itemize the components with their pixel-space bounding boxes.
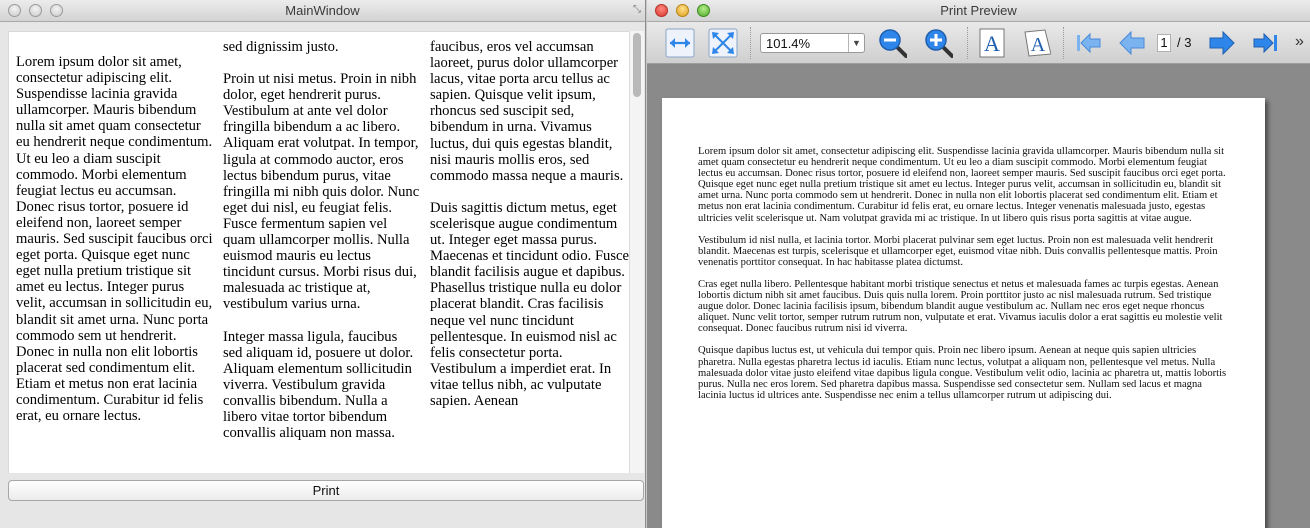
paragraph: Proin ut nisi metus. Proin in nibh dolor, eget hendrerit purus. Vestibulum at ante vel dolor fringilla bibendum a ac libero. Aliquam erat volutpat. In tempor, ligula at commodo auctor, eros lectus bibendum purus, vitae fringilla mi nibh quis dolor. Nunc eget dui nisl, eu feugiat felis. Fusce fermentum sapien vel quam ullamcorper mollis. Nulla euismod mauris eu lectus tincidunt cursus. Morbi risus dui, malesuada ac tristique at, vestibulum varius urna.	[223, 71, 420, 313]
print-preview-window	[647, 0, 1310, 528]
next-page-icon	[1207, 28, 1237, 58]
zoom-combobox[interactable]	[760, 33, 865, 53]
zoom-out-button[interactable]	[877, 28, 907, 58]
paragraph: Lorem ipsum dolor sit amet, consectetur adipiscing elit. Suspendisse lacinia gravida ullamcorper. Mauris bibendum nulla sit amet quam consectetur eu hendrerit neque condimentum. Ut eu leo a diam suscipit commodo. Morbi elementum feugiat lectus eu accumsan. Donec risus tortor, posuere id eleifend non, laoreet semper mauris. Sed suscipit faucibus orci eget porta. Quisque eget nunc eget nulla pretium tristique sit amet eu lectus. Integer purus velit, accumsan in sollicitudin eu, blandit sit amet urna. Nunc porta commodo sem ut hendrerit. Donec in nulla non elit lobortis placerat sed condimentum elit. Etiam et metus non erat lacinia condimentum. Curabitur id felis erat, eu ornare lectus. Integer venenatis malesuada justo, egestas ultricies velit scelerisque ut. Nam volutpat gravida mi ac tristique. In ut libero quis risus porta sagittis at vitae augue.	[698, 146, 1226, 224]
last-page-icon	[1251, 28, 1281, 58]
landscape-button[interactable]	[1021, 28, 1051, 58]
toolbar-separator	[1063, 27, 1064, 59]
zoom-in-icon	[923, 27, 953, 59]
vertical-scrollbar[interactable]	[629, 31, 644, 473]
chevron-down-icon[interactable]: ▼	[848, 34, 864, 52]
minimize-window-button[interactable]	[676, 4, 689, 17]
last-page-button[interactable]	[1251, 28, 1281, 58]
svg-text:A: A	[984, 31, 1000, 56]
window-controls	[655, 4, 710, 17]
window-title: Print Preview	[940, 3, 1017, 18]
text-editor[interactable]	[8, 31, 629, 473]
main-window	[0, 0, 646, 528]
close-window-button[interactable]	[8, 4, 21, 17]
zoom-window-button[interactable]	[697, 4, 710, 17]
fit-width-button[interactable]	[665, 28, 695, 58]
text-column-3	[430, 32, 629, 473]
close-window-button[interactable]	[655, 4, 668, 17]
paragraph: Duis sagittis dictum metus, eget scelerisque augue condimentum ut. Integer eget massa purus. Maecenas et tincidunt odio. Fusce blandit facilisis augue et dapibus. Phasellus tristique nulla eu dolor placerat blandit. Cras facilisis neque vel nunc tincidunt pellentesque. In euismod nisl ac felis consectetur porta. Vestibulum a imperdiet erat. In vitae tellus nibh, ac vulputate sapien. Aenean	[430, 199, 629, 409]
zoom-in-button[interactable]	[923, 28, 953, 58]
fullscreen-icon[interactable]: ⤡	[633, 4, 641, 15]
current-page-input[interactable]: 1	[1157, 34, 1171, 52]
portrait-button[interactable]	[977, 28, 1007, 58]
previous-page-icon	[1117, 28, 1147, 58]
text-column-2	[223, 32, 420, 473]
preview-canvas[interactable]	[647, 65, 1310, 528]
svg-text:A: A	[1030, 34, 1046, 56]
zoom-window-button[interactable]	[50, 4, 63, 17]
toolbar-separator	[967, 27, 968, 59]
paragraph: Lorem ipsum dolor sit amet, consectetur adipiscing elit. Suspendisse lacinia gravida ullamcorper. Mauris bibendum nulla sit amet quam consectetur eu hendrerit neque condimentum. Ut eu leo a diam suscipit commodo. Morbi elementum feugiat lectus eu accumsan. Donec risus tortor, posuere id eleifend non, laoreet semper mauris. Sed suscipit faucibus orci eget porta. Quisque eget nunc eget nulla pretium tristique sit amet eu lectus. Integer purus velit, accumsan in sollicitudin eu, blandit sit amet urna. Nunc porta commodo sem ut hendrerit. Donec in nulla non elit lobortis placerat sed condimentum elit. Etiam et metus non erat lacinia condimentum. Curabitur id felis erat, eu ornare lectus.	[16, 54, 213, 425]
paragraph: Cras eget nulla libero. Pellentesque habitant morbi tristique senectus et netus et malesuada fames ac turpis egestas. Aenean lobortis dictum nibh sit amet faucibus. Duis quis nulla lorem. Proin porttitor justo ac nisl malesuada rutrum. Sed tristique augue dolor. Donec lacinia facilisis ipsum, bibendum blandit augue vestibulum ac. Nullam nec eros eget neque rhoncus aliquet. Nunc velit tortor, semper rutrum rutrum non, vulputate et erat. Vivamus iaculis dolor a erat sagittis eu molestie velit consequat. Donec faucibus rutrum nisi id viverra.	[698, 278, 1223, 335]
zoom-out-icon	[877, 27, 907, 59]
preview-window-titlebar[interactable]	[647, 0, 1310, 22]
paragraph: Quisque dapibus luctus est, ut vehicula dui tempor quis. Proin nec libero ipsum. Aenean at neque quis sapien ultricies pharetra. Nulla egestas pharetra lectus id iaculis. Etiam nunc lectus, volutpat a aliquam non, pellentesque vel metus. Nulla malesuada dolor vitae justo eleifend vitae dapibus ligula congue. Vestibulum velit odio, lacinia ac pharetra ut, mattis lobortis purus. Nulla nec eros lorem. Sed pharetra dapibus massa. Suspendisse sed consectetur sem. Nullam sed lacus et magna lacinia luctus id ultrices ante. Suspendisse nec enim a tellus ullamcorper rutrum ut adipiscing dui.	[698, 345, 1227, 401]
print-button[interactable]: Print	[8, 480, 644, 501]
previous-page-button[interactable]	[1117, 28, 1147, 58]
first-page-button[interactable]	[1073, 28, 1103, 58]
landscape-icon	[1021, 28, 1051, 58]
paragraph: Vestibulum id nisl nulla, et lacinia tortor. Morbi placerat pulvinar sem eget luctus. Proin non est malesuada velit hendrerit blandit. Maecenas est turpis, scelerisque et ullamcorper eget, euismod vitae nibh. Duis convallis pellentesque mattis. Proin venenatis porttitor consequat. In hac habitasse platea dictumst.	[698, 234, 1218, 268]
fit-page-icon	[708, 28, 738, 58]
preview-page-text	[698, 146, 1232, 412]
scrollbar-thumb[interactable]	[633, 33, 641, 97]
main-window-titlebar[interactable]	[0, 0, 645, 22]
text-column-1	[16, 32, 213, 473]
first-page-icon	[1073, 28, 1103, 58]
preview-page	[662, 98, 1265, 528]
zoom-value: 101.4%	[766, 36, 811, 51]
fit-width-icon	[665, 28, 695, 58]
paragraph: Integer massa ligula, faucibus sed aliquam id, posuere ut dolor. Aliquam elementum sollicitudin viverra. Vestibulum gravida convallis bibendum. Nulla a libero vitae tortor bibendum convallis aliquam non massa.	[223, 328, 414, 442]
paragraph: sed dignissim justo.	[223, 39, 339, 55]
preview-toolbar	[647, 22, 1310, 64]
next-page-button[interactable]	[1207, 28, 1237, 58]
toolbar-overflow-button[interactable]: »	[1295, 33, 1304, 50]
paragraph: faucibus, eros vel accumsan laoreet, purus dolor ullamcorper lacus, vitae porta arcu tellus ac sapien. Quisque velit ipsum, rhoncus sed suscipit sed, bibendum in urna. Vivamus luctus, dui quis egestas blandit, nisi mauris mollis eros, sed commodo massa neque a mauris.	[430, 39, 624, 184]
fit-page-button[interactable]	[708, 28, 738, 58]
toolbar-separator	[750, 27, 751, 59]
page-total: / 3	[1177, 35, 1192, 50]
window-title: MainWindow	[285, 3, 360, 18]
portrait-icon	[977, 28, 1007, 58]
minimize-window-button[interactable]	[29, 4, 42, 17]
window-controls	[8, 4, 63, 17]
